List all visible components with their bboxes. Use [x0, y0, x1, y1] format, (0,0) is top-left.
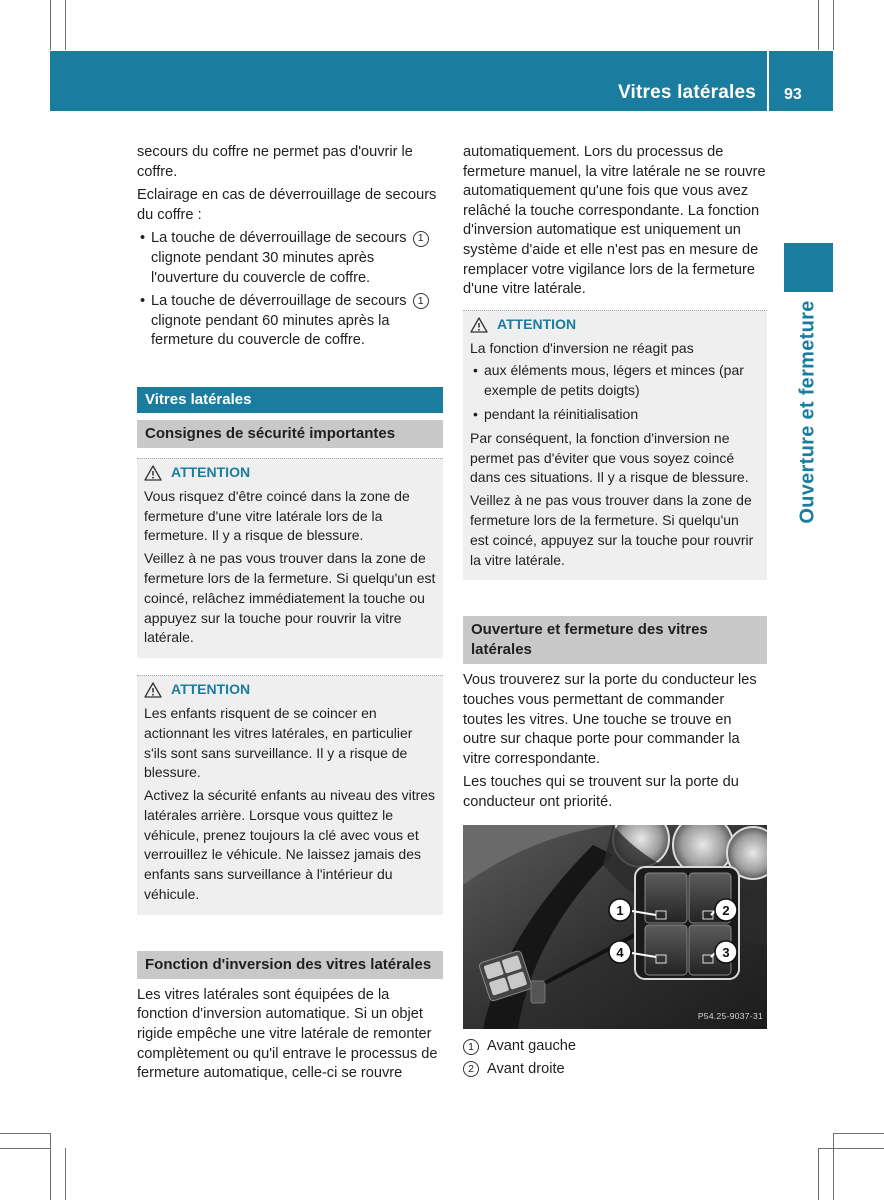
- crop-mark: [818, 0, 819, 50]
- inversion-paragraph: Les vitres latérales sont équipées de la fonction d'inversion automatique. Si un objet rigide empêche une vitre latérale de remonter complètement ou qu'il entrave le processus de fermeture automatique, celle-ci se rouvre: [137, 986, 438, 1082]
- page-number: 93: [784, 86, 802, 103]
- chapter-tab-marker: [784, 243, 833, 292]
- svg-text:2: 2: [722, 903, 730, 919]
- callout-2: [715, 899, 737, 921]
- callout-marker: 2: [463, 1061, 479, 1077]
- lighting-list: [137, 229, 443, 351]
- header-separator: [767, 51, 769, 111]
- figure-legend: [463, 1037, 767, 1079]
- crop-mark: [65, 1148, 66, 1200]
- lighting-intro: Eclairage en cas de déverrouillage de secours du coffre :: [137, 187, 437, 223]
- crop-mark: [50, 0, 51, 50]
- warning-text: Les enfants risquent de se coincer en actionnant les vitres latérales, en particulier s'ils sont sans surveillance. Il y a risque de blessure.: [144, 704, 413, 781]
- door-switch-panel-illustration: [463, 825, 767, 1029]
- crop-mark: [818, 1148, 819, 1200]
- callout-4: [609, 941, 631, 963]
- list-item: • La touche de déverrouillage de secours 1 clignote pendant 60 minutes après la fermeture du couvercle de coffre.: [137, 292, 443, 351]
- warning-triangle-icon: [144, 682, 162, 698]
- crop-mark: [0, 1148, 50, 1149]
- warning-box: [137, 675, 443, 915]
- opening-paragraph: Les touches qui se trouvent sur la porte du conducteur ont priorité.: [463, 774, 739, 810]
- callout-marker: 1: [413, 293, 429, 309]
- callout-marker: 1: [463, 1039, 479, 1055]
- callout-1: [609, 899, 631, 921]
- warning-triangle-icon: [144, 465, 162, 481]
- left-column: [137, 143, 443, 1088]
- svg-text:4: 4: [616, 945, 624, 961]
- page-title: Vitres latérales: [617, 82, 756, 103]
- list-item: • La touche de déverrouillage de secours 1 clignote pendant 30 minutes après l'ouverture du couvercle de coffre.: [137, 229, 443, 288]
- opening-heading: Ouverture et fermeture des vitres latérales: [463, 616, 767, 664]
- svg-text:3: 3: [722, 945, 730, 961]
- crop-mark: [833, 0, 834, 50]
- legend-item: 1 Avant gauche: [463, 1037, 767, 1057]
- legend-item: 2 Avant droite: [463, 1060, 767, 1080]
- window-switch-photo: [463, 825, 767, 1029]
- warning-triangle-icon: [470, 317, 488, 333]
- figure-code: P54.25-9037-31: [697, 1010, 763, 1021]
- warning-box: [463, 310, 767, 581]
- warning-title: ATTENTION: [470, 315, 760, 335]
- callout-marker: 1: [413, 231, 429, 247]
- intro-paragraph: secours du coffre ne permet pas d'ouvrir le coffre.: [137, 144, 413, 180]
- warning-title: ATTENTION: [144, 463, 436, 483]
- warning-text: Par conséquent, la fonction d'inversion ne permet pas d'éviter que vous soyez coincé dans ces situations. Il y a risque de blessure.: [470, 429, 749, 486]
- crop-mark: [833, 1133, 884, 1134]
- warning-text: La fonction d'inversion ne réagit pas: [470, 339, 694, 356]
- crop-mark: [50, 1133, 51, 1200]
- warning-list: [470, 361, 760, 424]
- right-column: [463, 143, 767, 1082]
- section-heading: Vitres latérales: [137, 387, 443, 413]
- inversion-heading: Fonction d'inversion des vitres latérales: [137, 951, 443, 979]
- chapter-tab-label: Ouverture et fermeture: [796, 300, 819, 524]
- crop-mark: [0, 1133, 50, 1134]
- warning-text: Veillez à ne pas vous trouver dans la zone de fermeture lors de la fermeture. Si quelqu'un est coincé, relâchez immédiatement la touche ou appuyez sur la touche pour rouvrir la vitre latérale.: [144, 550, 436, 646]
- warning-title: ATTENTION: [144, 680, 436, 700]
- warning-text: Veillez à ne pas vous trouver dans la zone de fermeture lors de la fermeture. Si quelqu'un est coincé, appuyez sur la touche pour rouvrir la vitre latérale.: [470, 492, 754, 568]
- warning-text: Vous risquez d'être coincé dans la zone de fermeture d'une vitre latérale lors de la fermeture. Il y a risque de blessure.: [144, 487, 410, 544]
- safety-heading: Consignes de sécurité importantes: [137, 420, 443, 448]
- continuation-paragraph: automatiquement. Lors du processus de fermeture manuel, la vitre latérale ne se rouvre automatiquement qu'une fois que vous avez relâché la touche correspondante. La fonction d'inversion automatique est uniquement un système d'aide et elle n'est pas en mesure de remplacer votre vigilance lors de la fermeture d'une vitre latérale.: [463, 144, 766, 298]
- warning-box: [137, 458, 443, 658]
- crop-mark: [65, 0, 66, 50]
- warning-text: Activez la sécurité enfants au niveau des vitres latérales arrière. Lorsque vous quittez le véhicule, prenez toujours la clé avec vous et verrouillez le véhicule. Ne laissez jamais des enfants sans surveillance à l'intérieur du véhicule.: [144, 787, 436, 903]
- svg-text:1: 1: [616, 903, 624, 919]
- crop-mark: [833, 1133, 834, 1200]
- list-item: • aux éléments mous, légers et minces (par exemple de petits doigts): [470, 361, 760, 401]
- callout-3: [715, 941, 737, 963]
- opening-paragraph: Vous trouverez sur la porte du conducteur les touches vous permettant de commander toutes les vitres. Une touche se trouve en outre sur chaque porte pour commander la vitre correspondante.: [463, 672, 757, 767]
- crop-mark: [818, 1148, 884, 1149]
- list-item: • pendant la réinitialisation: [470, 405, 760, 425]
